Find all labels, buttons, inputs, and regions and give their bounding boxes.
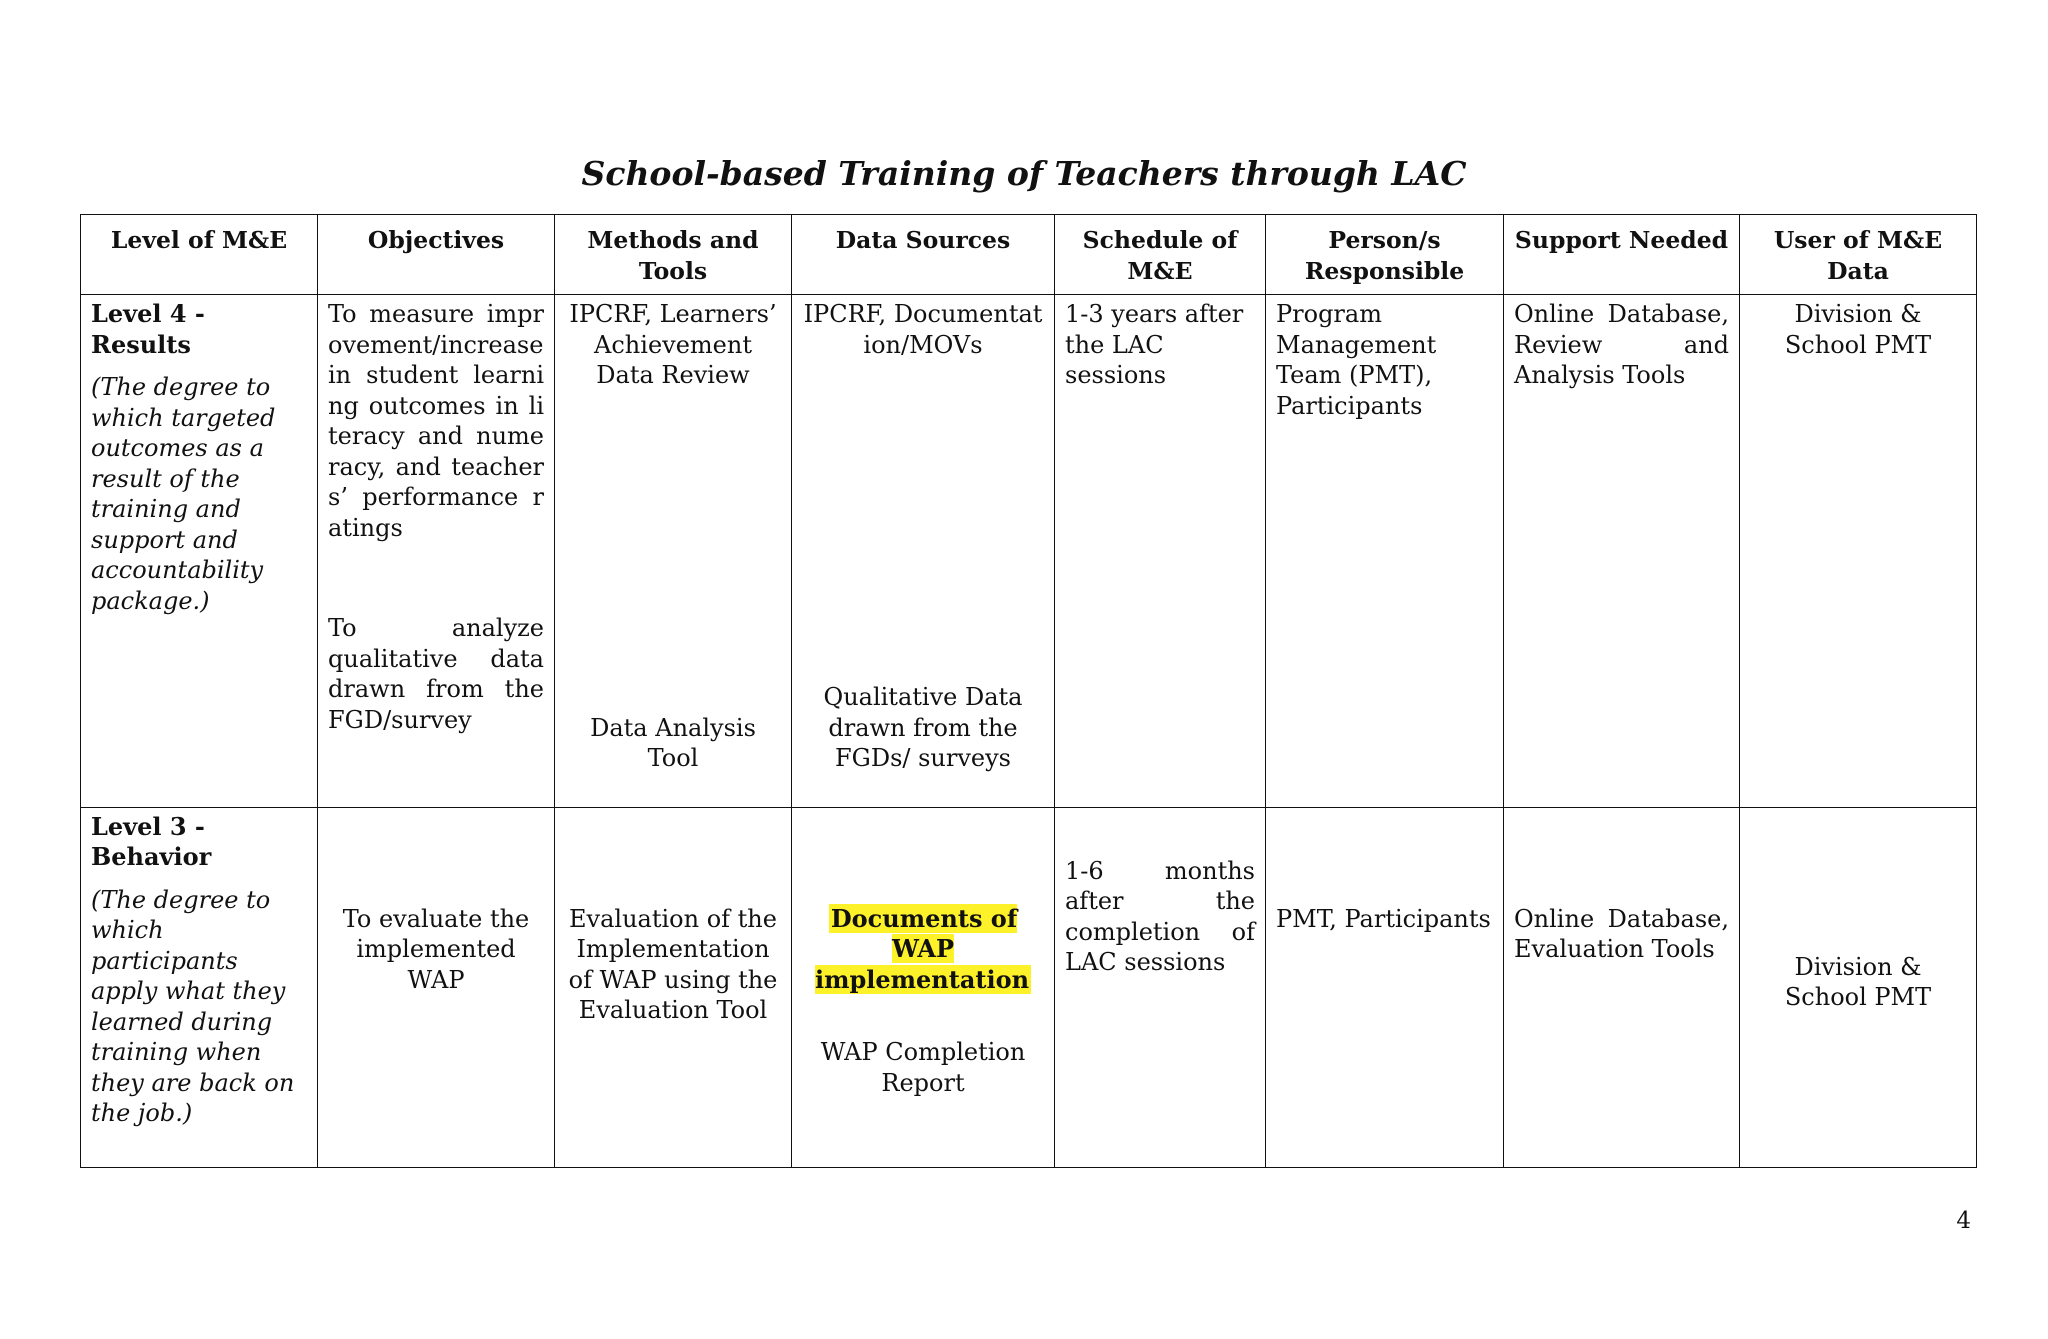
- table-row: [81, 295, 1977, 808]
- objective-text: To analyze qualitative data drawn from the FGD/survey: [328, 614, 544, 734]
- header-methods: Methods and Tools: [555, 215, 792, 295]
- level-cell: [81, 295, 318, 808]
- methods-cell: [555, 295, 792, 808]
- header-row: [81, 215, 1977, 295]
- level-title: Level 4 - Results: [91, 299, 205, 359]
- sources-cell: [792, 295, 1055, 808]
- support-cell: Online Database, Review and Analysis Tools: [1504, 295, 1740, 808]
- objectives-cell: [318, 295, 555, 808]
- document-title: School-based Training of Teachers through LAC: [581, 154, 1467, 193]
- users-cell: Division & School PMT: [1740, 807, 1977, 1167]
- header-level: Level of M&E: [81, 215, 318, 295]
- level-cell: [81, 807, 318, 1167]
- method-text: IPCRF, Learners’ Achievement Data Review: [569, 300, 777, 390]
- header-users: User of M&E Data: [1740, 215, 1977, 295]
- level-description: (The degree to which participants apply what they learned during training when they are back on the job.): [91, 885, 295, 1128]
- header-schedule: Schedule of M&E: [1055, 215, 1266, 295]
- header-persons: Person/s Responsible: [1266, 215, 1504, 295]
- sources-cell: [792, 807, 1055, 1167]
- page-number: 4: [1956, 1208, 1971, 1234]
- persons-cell: PMT, Participants: [1266, 807, 1504, 1167]
- source-text: WAP Completion Report: [820, 1038, 1026, 1097]
- method-text: Data Analysis Tool: [590, 713, 756, 773]
- objective-text: To measure improvement/increase in student learning outcomes in literacy and numeracy, and teachers’ performance ratings: [328, 300, 544, 542]
- level-title: Level 3 - Behavior: [91, 811, 212, 872]
- schedule-cell: 1-3 years after the LAC sessions: [1055, 295, 1266, 808]
- source-text: IPCRF, Documentation/MOVs: [803, 300, 1043, 359]
- highlighted-source: Documents of WAP implementation: [814, 903, 1030, 994]
- persons-cell: Program Management Team (PMT), Participants: [1266, 295, 1504, 808]
- level-description: (The degree to which targeted outcomes as a result of the training and support and accountability package.): [91, 373, 276, 615]
- header-objectives: Objectives: [318, 215, 555, 295]
- users-cell: Division & School PMT: [1740, 295, 1977, 808]
- support-cell: Online Database, Evaluation Tools: [1504, 807, 1740, 1167]
- schedule-cell: 1-6 months after the completion of LAC sessions: [1055, 807, 1266, 1167]
- methods-cell: Evaluation of the Implementation of WAP using the Evaluation Tool: [555, 807, 792, 1167]
- source-text: Qualitative Data drawn from the FGDs/ surveys: [823, 683, 1023, 773]
- objectives-cell: To evaluate the implemented WAP: [318, 807, 555, 1167]
- table-row: [81, 807, 1977, 1167]
- header-support: Support Needed: [1504, 215, 1740, 295]
- me-table: [80, 214, 1977, 1168]
- header-sources: Data Sources: [792, 215, 1055, 295]
